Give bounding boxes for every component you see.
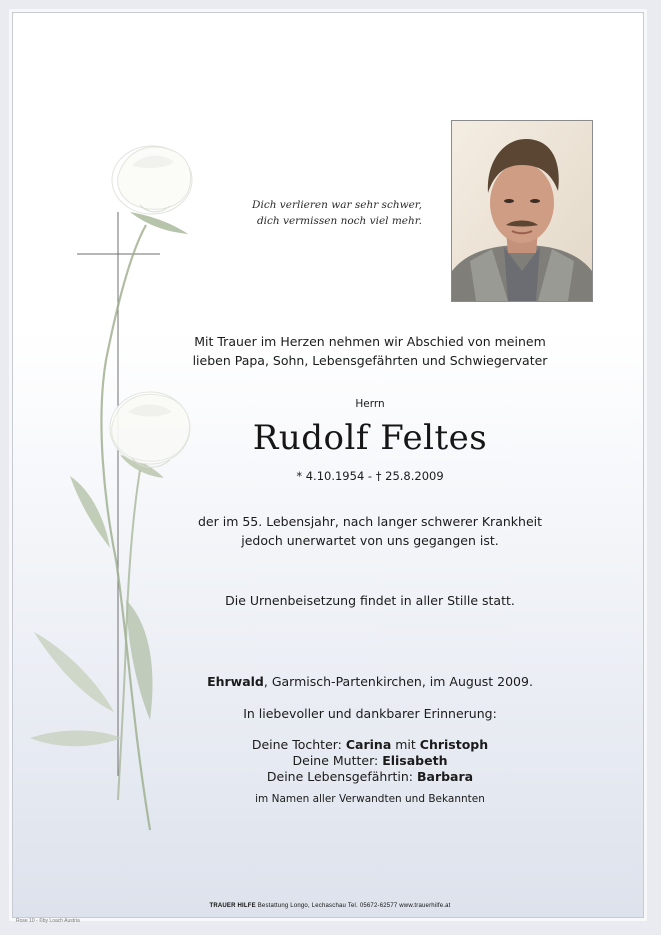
- daughter-label: Deine Tochter:: [251, 737, 346, 752]
- image-credit: Rose 10 - ©by Loach Austria: [16, 918, 80, 924]
- portrait-photo: [451, 120, 593, 302]
- memorial-quote: [212, 197, 422, 229]
- quote-line-1: Dich verlieren war sehr schwer,: [252, 199, 422, 211]
- death-notice: [170, 512, 570, 550]
- mother-line: [170, 753, 570, 769]
- partner-name: Christoph: [419, 737, 489, 752]
- footer-brand: TRAUER HILFE: [209, 903, 256, 909]
- quote-line-2: dich vermissen noch viel mehr.: [256, 215, 422, 227]
- mother-label: Deine Mutter:: [292, 753, 383, 768]
- companion-label: Deine Lebensgefährtin:: [266, 769, 417, 784]
- footer-details: Bestattung Longo, Lechaschau Tel. 05672-62577 www.trauerhilfe.at: [255, 903, 451, 909]
- deceased-name: Rudolf Feltes: [252, 418, 488, 458]
- family-signatures: [170, 737, 570, 785]
- funeral-home-footer: [130, 903, 530, 909]
- place-rest: , Garmisch-Partenkirchen, im August 2009.: [263, 674, 533, 689]
- companion-line: [170, 769, 570, 785]
- intro-text: [170, 332, 570, 370]
- daughter-line: [170, 737, 570, 753]
- daughter-name: Carina: [345, 737, 392, 752]
- intro-line-1: Mit Trauer im Herzen nehmen wir Abschied von meinem: [194, 334, 546, 349]
- mother-name: Elisabeth: [382, 753, 448, 768]
- place-town: Ehrwald: [207, 674, 264, 689]
- urn-notice: Die Urnenbeisetzung findet in aller Stille statt.: [225, 593, 515, 608]
- death-notice-line-1: der im 55. Lebensjahr, nach langer schwerer Krankheit: [197, 514, 543, 529]
- death-notice-line-2: jedoch unerwartet von uns gegangen ist.: [241, 533, 499, 548]
- companion-name: Barbara: [416, 769, 474, 784]
- salutation: Herrn: [355, 398, 385, 410]
- relatives-line: im Namen aller Verwandten und Bekannten: [255, 793, 485, 805]
- place-date: [170, 674, 570, 689]
- daughter-with: mit: [391, 737, 420, 752]
- memory-line: In liebevoller und dankbarer Erinnerung:: [243, 706, 497, 721]
- intro-line-2: lieben Papa, Sohn, Lebensgefährten und Schwiegervater: [192, 353, 548, 368]
- life-dates: * 4.10.1954 - † 25.8.2009: [296, 469, 444, 483]
